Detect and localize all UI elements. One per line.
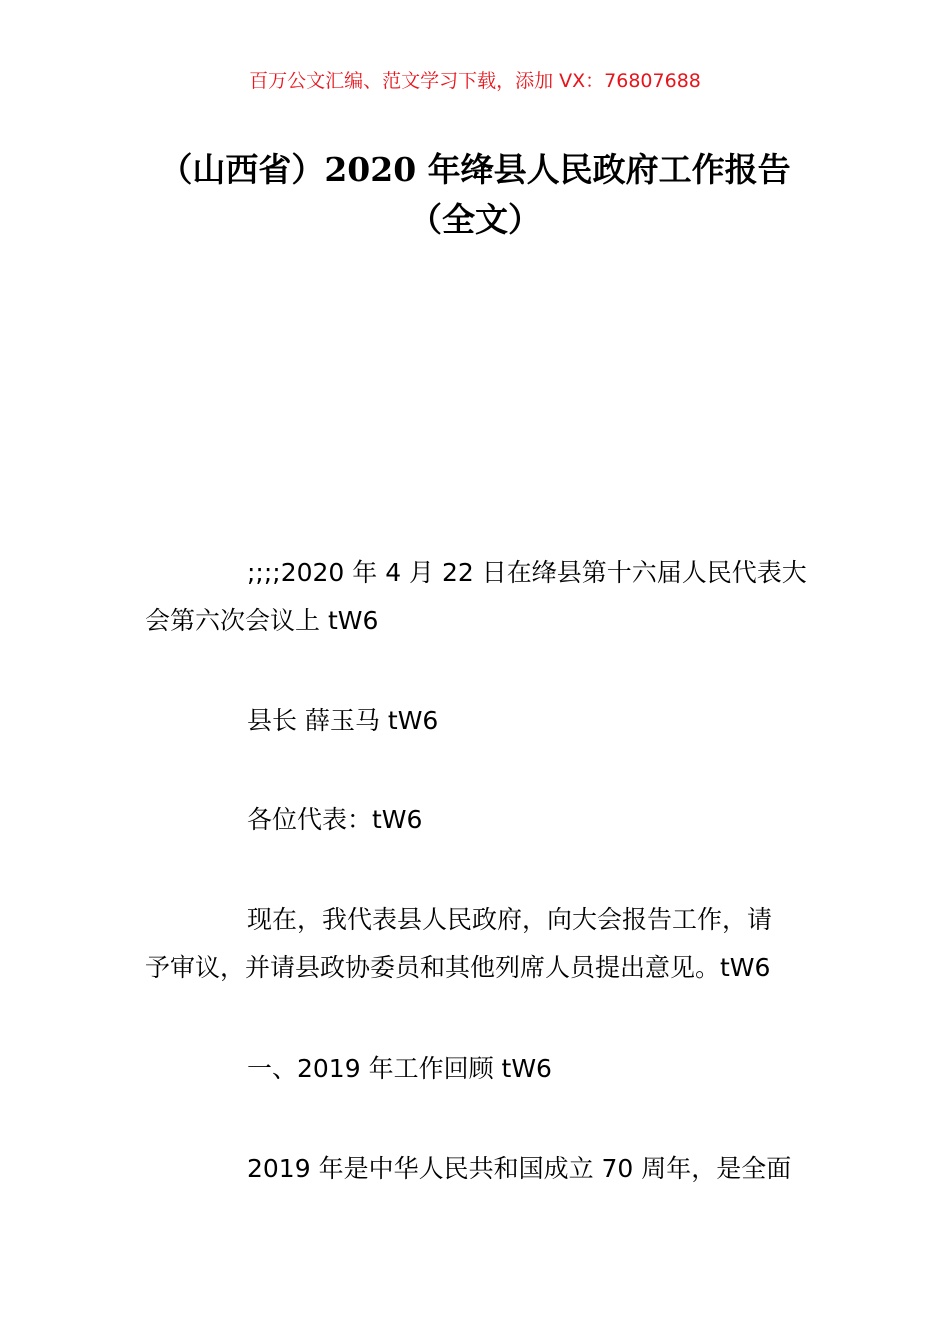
- paragraph-speaker: [145, 697, 810, 745]
- paragraph-line: 各位代表：tW6: [247, 805, 423, 834]
- paragraph-line: ;;;;2020 年 4 月 22 日在绛县第十六届人民代表大: [247, 558, 807, 587]
- document-title-line-1: （山西省）2020 年绛县人民政府工作报告: [159, 150, 791, 189]
- paragraph-meeting-info: [145, 549, 810, 645]
- paragraph-line: 予审议，并请县政协委员和其他列席人员提出意见。tW6: [145, 953, 771, 982]
- paragraph-line: 2019 年是中华人民共和国成立 70 周年，是全面: [247, 1154, 792, 1183]
- document-title-line-2: （全文）: [409, 200, 541, 239]
- paragraph-salutation: [145, 796, 810, 844]
- paragraph-line: 县长 薛玉马 tW6: [247, 706, 439, 735]
- paragraph-opening: [145, 896, 810, 992]
- paragraph-line: 会第六次会议上 tW6: [145, 606, 379, 635]
- section-heading-review: [145, 1045, 810, 1093]
- paragraph-line: 一、2019 年工作回顾 tW6: [247, 1054, 552, 1083]
- header-promo-note: 百万公文汇编、范文学习下载，添加 VX：76807688: [249, 70, 701, 92]
- paragraph-line: 现在，我代表县人民政府，向大会报告工作，请: [247, 905, 773, 934]
- paragraph-review-start: [145, 1145, 810, 1193]
